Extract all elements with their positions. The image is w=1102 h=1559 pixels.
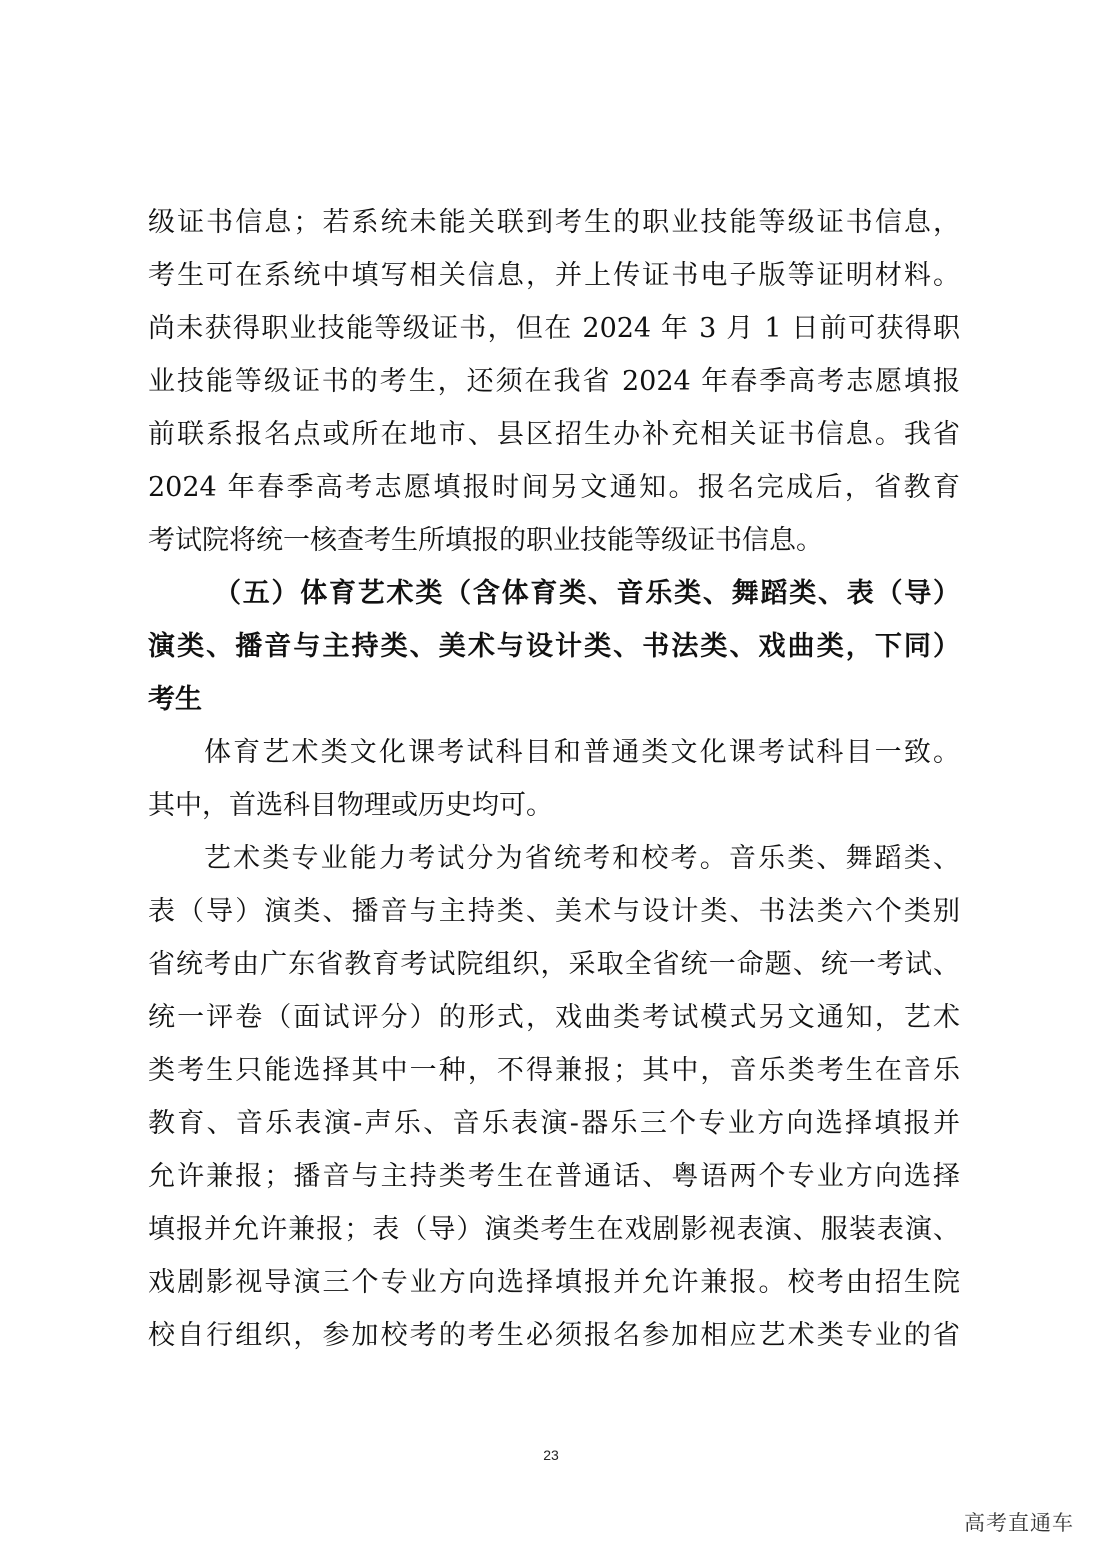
text-line: 表（导）演类、播音与主持类、美术与设计类、书法类六个类别: [148, 896, 960, 927]
text-line: 2024 年春季高考志愿填报时间另文通知。报名完成后，省教育: [148, 472, 960, 503]
text-line: 省统考由广东省教育考试院组织，采取全省统一命题、统一考试、: [148, 949, 960, 980]
text-line: 其中，首选科目物理或历史均可。: [148, 790, 553, 821]
text-line: 考生可在系统中填写相关信息，并上传证书电子版等证明材料。: [148, 260, 960, 291]
text-line: 允许兼报；播音与主持类考生在普通话、粤语两个专业方向选择: [148, 1161, 960, 1192]
text-line: 尚未获得职业技能等级证书，但在 2024 年 3 月 1 日前可获得职: [148, 313, 960, 344]
text-line: 考试院将统一核查考生所填报的职业技能等级证书信息。: [148, 525, 823, 556]
watermark-label: 高考直通车: [964, 1511, 1074, 1535]
text-line: 级证书信息；若系统未能关联到考生的职业技能等级证书信息，: [148, 207, 960, 238]
text-line: 戏剧影视导演三个专业方向选择填报并允许兼报。校考由招生院: [148, 1267, 960, 1298]
text-line: 校自行组织，参加校考的考生必须报名参加相应艺术类专业的省: [148, 1320, 960, 1351]
text-line: 前联系报名点或所在地市、县区招生办补充相关证书信息。我省: [148, 419, 960, 450]
section-heading-line: （五）体育艺术类（含体育类、音乐类、舞蹈类、表（导）: [214, 578, 960, 609]
text-line: 统一评卷（面试评分）的形式，戏曲类考试模式另文通知，艺术: [148, 1002, 960, 1033]
text-line: 教育、音乐表演-声乐、音乐表演-器乐三个专业方向选择填报并: [148, 1108, 960, 1139]
page-number: 23: [543, 1447, 559, 1463]
section-heading-line: 考生: [148, 684, 202, 715]
text-line: 类考生只能选择其中一种，不得兼报；其中，音乐类考生在音乐: [148, 1055, 960, 1086]
text-line: 填报并允许兼报；表（导）演类考生在戏剧影视表演、服装表演、: [148, 1214, 960, 1245]
section-heading-line: 演类、播音与主持类、美术与设计类、书法类、戏曲类，下同）: [148, 631, 960, 662]
text-line: 艺术类专业能力考试分为省统考和校考。音乐类、舞蹈类、: [204, 843, 960, 874]
text-line: 体育艺术类文化课考试科目和普通类文化课考试科目一致。: [204, 737, 960, 768]
text-line: 业技能等级证书的考生，还须在我省 2024 年春季高考志愿填报: [148, 366, 960, 397]
